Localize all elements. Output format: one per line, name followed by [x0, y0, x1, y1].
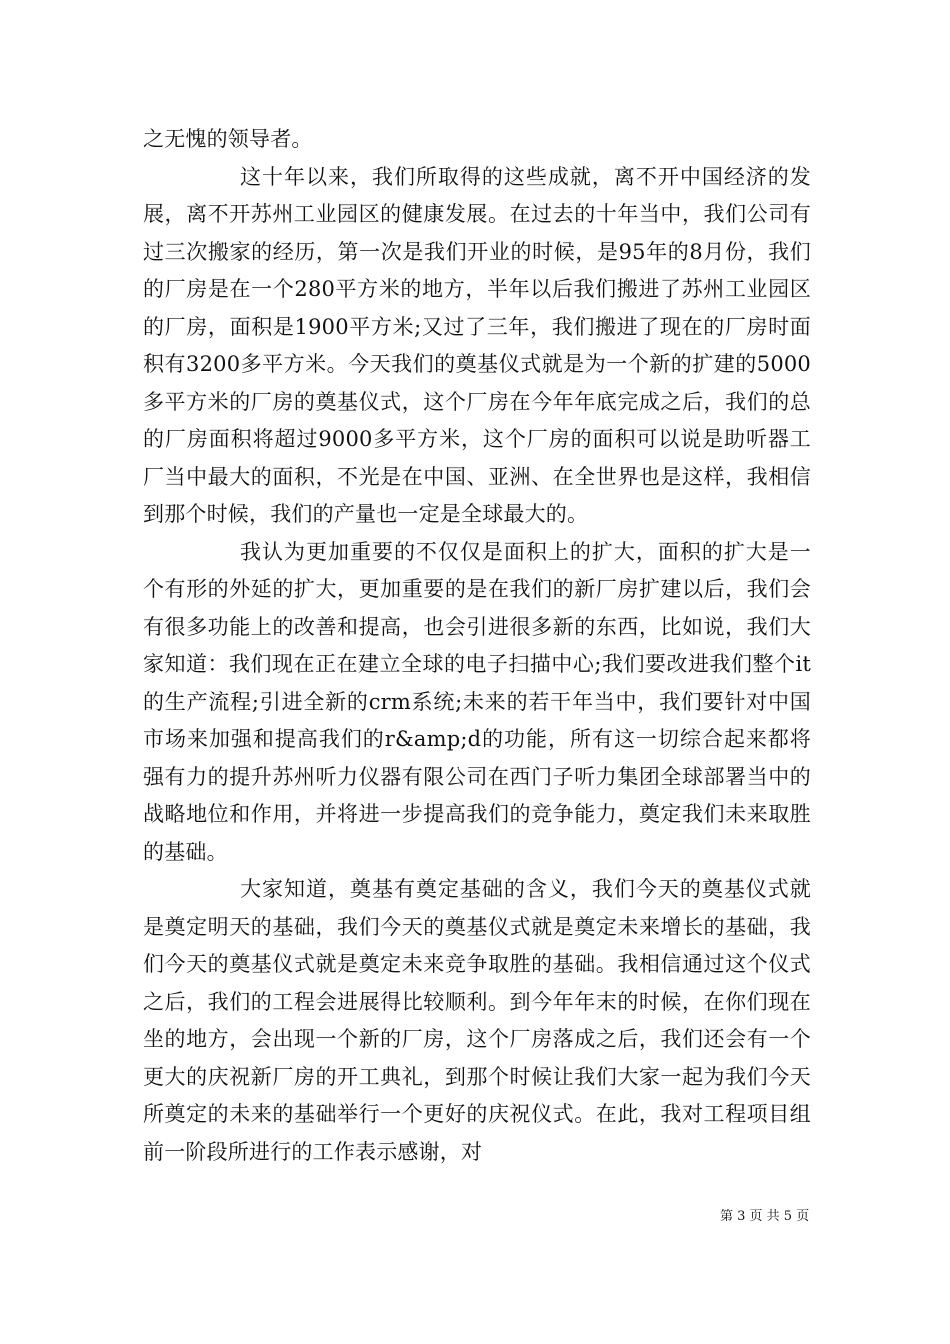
paragraph-expansion: 我认为更加重要的不仅仅是面积上的扩大，面积的扩大是一个有形的外延的扩大，更加重要的是在我们的新厂房扩建以后，我们会有很多功能上的改善和提高，也会引进很多新的东西，比如说，我们大家知道：我们现在正在建立全球的电子扫描中心;我们要改进我们整个it的生产流程;引进全新的crm系统;未来的若干年当中，我们要针对中国市场来加强和提高我们的r&amp;d的功能，所有这一切综合起来都将强有力的提升苏州听力仪器有限公司在西门子听力集团全球部署当中的战略地位和作用，并将进一步提高我们的竞争能力，奠定我们未来取胜的基础。	[143, 539, 811, 864]
paragraph-achievements: 这十年以来，我们所取得的这些成就，离不开中国经济的发展，离不开苏州工业园区的健康发展。在过去的十年当中，我们公司有过三次搬家的经历，第一次是我们开业的时候，是95年的8月份，我们的厂房是在一个280平方米的地方，半年以后我们搬进了苏州工业园区的厂房，面积是1900平方米;又过了三年，我们搬进了现在的厂房时面积有3200多平方米。今天我们的奠基仪式就是为一个新的扩建的5000多平方米的厂房的奠基仪式，这个厂房在今年年底完成之后，我们的总的厂房面积将超过9000多平方米，这个厂房的面积可以说是助听器工厂当中最大的面积，不光是在中国、亚洲、在全世界也是这样，我相信到那个时候，我们的产量也一定是全球最大的。	[143, 164, 811, 526]
page-number: 第 3 页 共 5 页	[720, 1209, 810, 1224]
body-text	[143, 121, 811, 1171]
paragraph-foundation: 大家知道，奠基有奠定基础的含义，我们今天的奠基仪式就是奠定明天的基础，我们今天的奠基仪式就是奠定未来增长的基础，我们今天的奠基仪式就是奠定未来竞争取胜的基础。我相信通过这个仪式之后，我们的工程会进展得比较顺利。到今年年末的时候，在你们现在坐的地方，会出现一个新的厂房，这个厂房落成之后，我们还会有一个更大的庆祝新厂房的开工典礼，到那个时候让我们大家一起为我们今天所奠定的未来的基础举行一个更好的庆祝仪式。在此，我对工程项目组前一阶段所进行的工作表示感谢，对	[143, 877, 811, 1164]
paragraph-continued: 之无愧的领导者。	[143, 127, 313, 151]
